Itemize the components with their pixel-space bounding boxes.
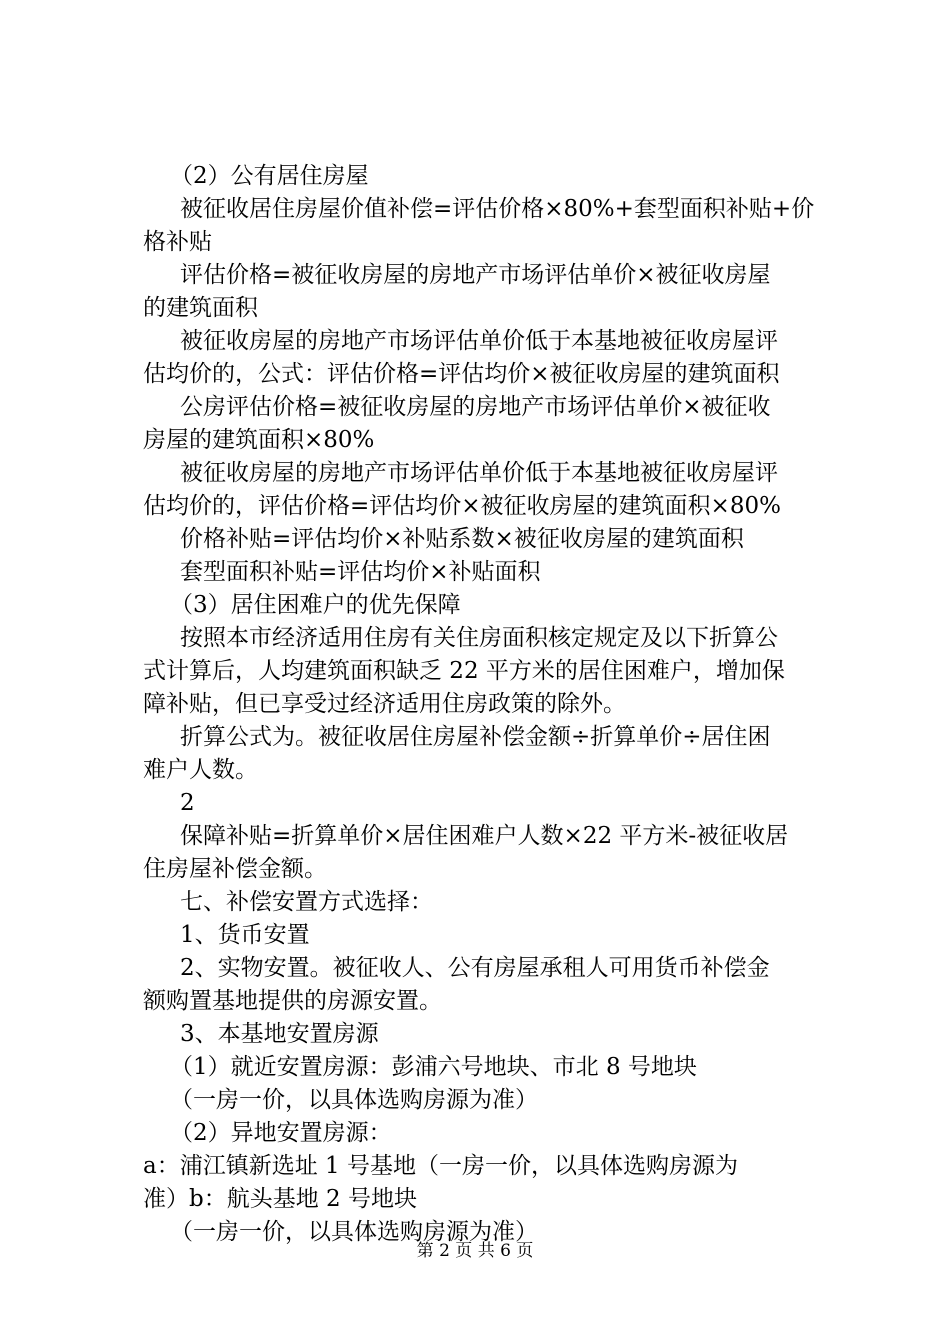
paragraph-line: 评估价格=被征收房屋的房地产市场评估单价×被征收房屋: [180, 262, 771, 288]
paragraph-line: 被征收房屋的房地产市场评估单价低于本基地被征收房屋评: [180, 460, 778, 486]
paragraph-line: 难户人数。: [143, 757, 258, 783]
paragraph-line: 被征收房屋的房地产市场评估单价低于本基地被征收房屋评: [180, 328, 778, 354]
paragraph-line: 额购置基地提供的房源安置。: [143, 988, 442, 1014]
paragraph-line: 的建筑面积: [143, 295, 258, 321]
paragraph-line: 1、货币安置: [180, 922, 310, 948]
paragraph-line: 房屋的建筑面积×80%: [143, 427, 375, 453]
paragraph-line: 公房评估价格=被征收房屋的房地产市场评估单价×被征收: [180, 394, 771, 420]
paragraph-line: 障补贴，但已享受过经济适用住房政策的除外。: [143, 691, 626, 717]
paragraph-line: 3、本基地安置房源: [180, 1021, 379, 1047]
paragraph-line: 被征收居住房屋价值补偿=评估价格×80%+套型面积补贴+价: [180, 196, 815, 222]
paragraph-line: （3）居住困难户的优先保障: [170, 592, 461, 618]
paragraph-line: 保障补贴=折算单价×居住困难户人数×22 平方米-被征收居: [180, 823, 789, 849]
paragraph-line: 按照本市经济适用住房有关住房面积核定规定及以下折算公: [180, 625, 778, 651]
paragraph-line: a：浦江镇新选址 1 号基地（一房一价，以具体选购房源为: [143, 1153, 738, 1179]
paragraph-line: （一房一价，以具体选购房源为准）: [170, 1087, 538, 1113]
paragraph-line: 格补贴: [143, 229, 212, 255]
document-body: [143, 160, 839, 1249]
paragraph-line: 估均价的，公式：评估价格=评估均价×被征收房屋的建筑面积: [143, 361, 780, 387]
paragraph-line: 住房屋补偿金额。: [143, 856, 327, 882]
paragraph-line: 式计算后，人均建筑面积缺乏 22 平方米的居住困难户，增加保: [143, 658, 785, 684]
paragraph-line: 套型面积补贴=评估均价×补贴面积: [180, 559, 541, 585]
paragraph-line: 估均价的，评估价格=评估均价×被征收房屋的建筑面积×80%: [143, 493, 781, 519]
paragraph-line: （2）公有居住房屋: [170, 163, 369, 189]
paragraph-line: （1）就近安置房源：彭浦六号地块、市北 8 号地块: [170, 1054, 697, 1080]
paragraph-line: 价格补贴=评估均价×补贴系数×被征收房屋的建筑面积: [180, 526, 744, 552]
page-footer: 第 2 页 共 6 页: [416, 1241, 534, 1261]
paragraph-line: 2: [180, 790, 195, 816]
paragraph-line: 七、补偿安置方式选择：: [180, 889, 433, 915]
paragraph-line: 2、实物安置。被征收人、公有房屋承租人可用货币补偿金: [180, 955, 770, 981]
paragraph-line: （一房一价，以具体选购房源为准）: [170, 1219, 538, 1245]
paragraph-line: 折算公式为。被征收居住房屋补偿金额÷折算单价÷居住困: [180, 724, 771, 750]
paragraph-line: 准）b：航头基地 2 号地块: [143, 1186, 417, 1212]
paragraph-line: （2）异地安置房源：: [170, 1120, 392, 1146]
